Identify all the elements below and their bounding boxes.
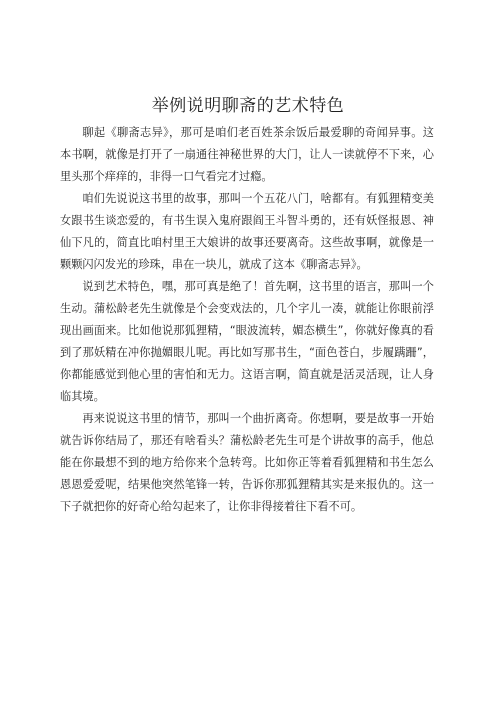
- page-title: 举例说明聊斋的艺术特色: [151, 96, 345, 117]
- paragraph-4: 再来说说这书里的情节，那叫一个曲折离奇。你想啊，要是故事一开始就告诉你结局了，那还有啥看头？蒲松龄老先生可是个讲故事的高手，他总能在你最想不到的地方给你来个急转弯。比如你正等着看狐狸精和书生怎么恩恩爱爱呢，结果他突然笔锋一转，告诉你那狐狸精其实是来报仇的。这一下子就把你的好奇心给勾起来了，让你非得接着往下看不可。: [60, 412, 434, 513]
- article-body: [60, 122, 434, 518]
- paragraph-2: 咱们先说说这书里的故事，那叫一个五花八门，啥都有。有狐狸精变美女跟书生谈恋爱的，有书生误入鬼府跟阎王斗智斗勇的，还有妖怪报恩、神仙下凡的，简直比咱村里王大娘讲的故事还要离奇。这些故事啊，就像是一颗颗闪闪发光的珍珠，串在一块儿，就成了这本《聊斋志异》。: [60, 192, 434, 271]
- paragraph-1: 聊起《聊斋志异》，那可是咱们老百姓茶余饭后最爱聊的奇闻异事。这本书啊，就像是打开了一扇通往神秘世界的大门，让人一读就停不下来，心里头那个痒痒的，非得一口气看完才过瘾。: [60, 126, 434, 183]
- paragraph-3: 说到艺术特色，嘿，那可真是绝了！首先啊，这书里的语言，那叫一个生动。蒲松龄老先生就像是个会变戏法的，几个字儿一凑，就能让你眼前浮现出画面来。比如他说那狐狸精，“眼波流转，媚态横生”，你就好像真的看到了那妖精在冲你抛媚眼儿呢。再比如写那书生，“面色苍白，步履蹒跚”，你都能感觉到他心里的害怕和无力。这语言啊，简直就是活灵活现，让人身临其境。: [60, 280, 434, 403]
